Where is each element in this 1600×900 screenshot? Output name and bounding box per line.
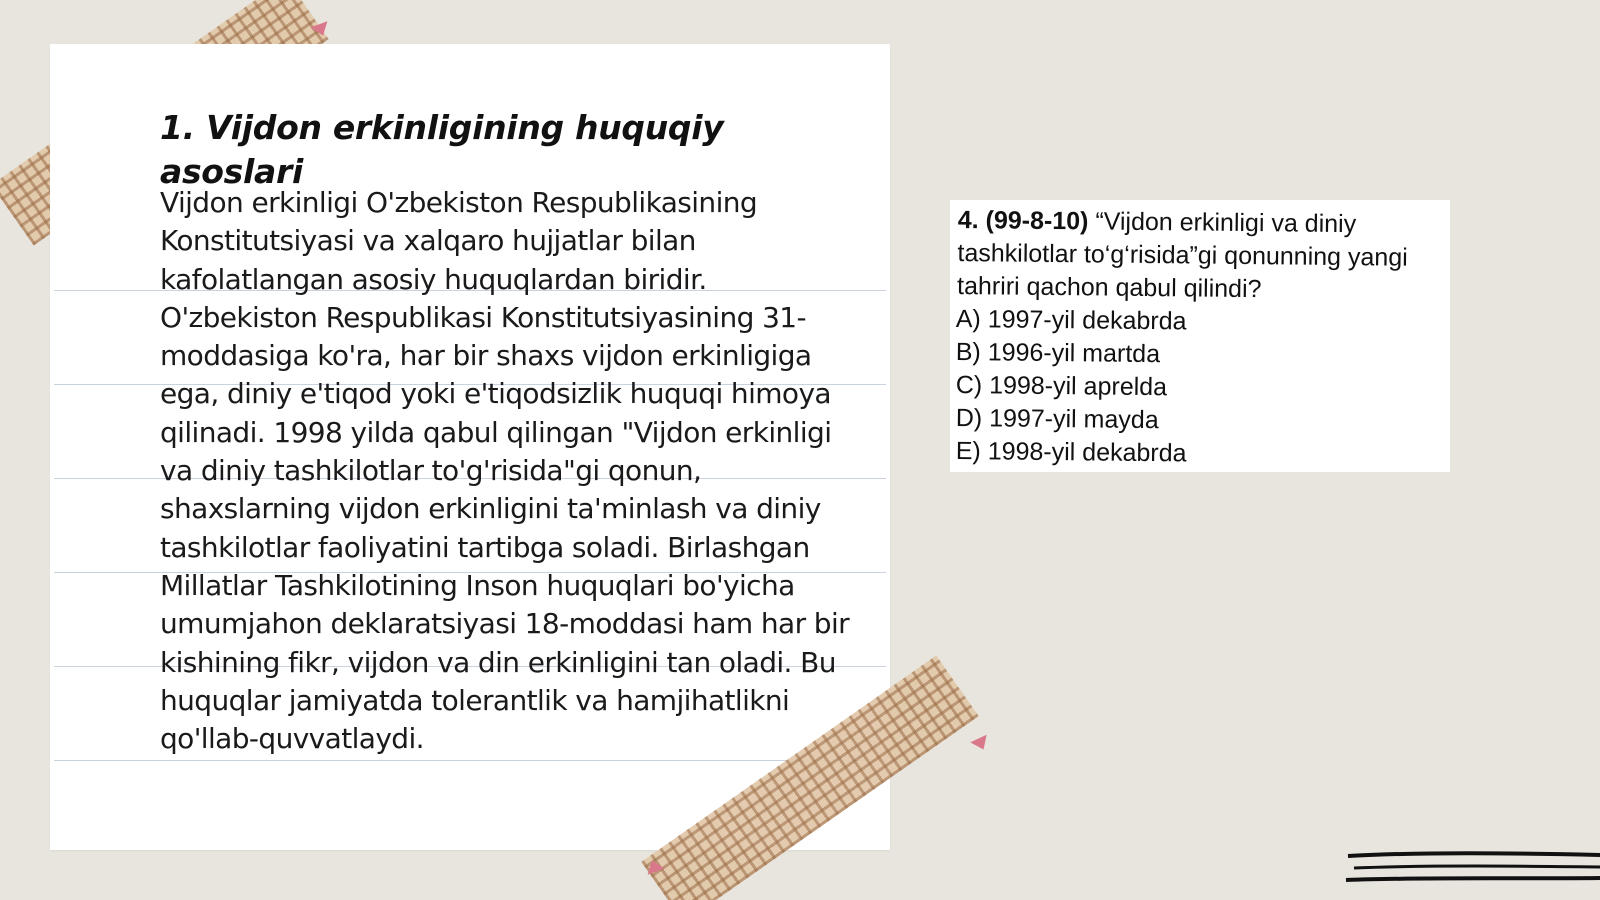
ruled-line bbox=[54, 760, 886, 761]
answer-option: E) 1998-yil dekabrda bbox=[955, 436, 1187, 468]
quiz-question-image bbox=[950, 200, 1450, 472]
slide-title: 1. Vijdon erkinligining huquqiy asoslari bbox=[160, 108, 724, 191]
decorative-stripes bbox=[1340, 840, 1600, 900]
question-text: “Vijdon erkinligi va diniy tashkilotlar to‘g‘risida”gi qonunning yangi tahriri qachon qabul qilindi? bbox=[956, 207, 1408, 304]
answer-options bbox=[956, 303, 1187, 468]
question-number: 4. (99-8-10) bbox=[957, 205, 1089, 236]
answer-option: A) 1997-yil dekabrda bbox=[955, 304, 1187, 336]
slide-body-text: Vijdon erkinligi O'zbekiston Respublikasining Konstitutsiyasi va xalqaro hujjatlar bilan kafolatlangan asosiy huquqlardan biridir. O'zbekiston Respublikasi Konstitutsiyasining 31-moddasiga ko'ra, har bir shaxs vijdon erkinligiga ega, diniy e'tiqod yoki e'tiqodsizlik huquqi himoya qilinadi. 1998 yilda qabul qilingan "Vijdon erkinligi va diniy tashkilotlar to'g'risida"gi qonun, shaxslarning vijdon erkinligini ta'minlash va diniy tashkilotlar faoliyatini tartibga soladi. Birlashgan Millatlar Tashkilotining Inson huquqlari bo'yicha umumjahon deklaratsiyasi 18-moddasi ham har bir kishining fikr, vijdon va din erkinligini tan oladi. Bu huquqlar jamiyatda tolerantlik va hamjihatlikni qo'llab-quvvatlaydi. bbox=[160, 186, 850, 756]
answer-option: C) 1998-yil aprelda bbox=[955, 370, 1168, 402]
pin-decoration bbox=[970, 735, 991, 753]
note-paper bbox=[50, 44, 890, 850]
answer-option: D) 1997-yil mayda bbox=[955, 403, 1159, 435]
answer-option: B) 1996-yil martda bbox=[955, 337, 1161, 369]
quiz-question bbox=[957, 204, 1448, 308]
